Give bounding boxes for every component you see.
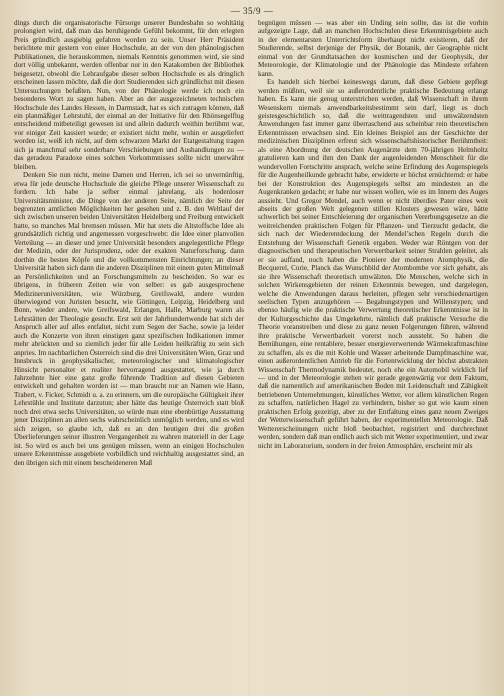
left-column: [14, 19, 244, 467]
right-column: [258, 19, 488, 450]
page-number: — 35/9 —: [230, 6, 274, 16]
paragraph: Denken Sie nun nicht, meine Damen und Herren, ich sei so unvernünftig, etwa für jede deutsche Hochschule die gleiche Pflege unserer Wissenschaft zu fordern. Ich habe ja selber einmal jahrelang, als bodenloser Universitätsminister, die Dinge von der anderen Seite, nämlich der Seite der begrenzten amtlichen Möglichkeiten her gesehen und z. B. den Weltlauf der sich zwischen unseren beiden Universitäten Heidelberg und Freiburg entwickelt hatte, so manches Mal bremsen müssen. Mir hat stets die Altstoffsche Idee als grundsätzlich richtig und angemessen vorgeschwebt: die Idee einer planvollen Verteilung — an dieser und jener Universität besonders angelegentliche Pflege der Medizin, oder der Jurisprudenz, oder der exakten Naturforschung, dann dorthin die besten Köpfe und die vollkommensten Einrichtungen; an dieser Universität haben sich dann die anderen Disziplinen mit einem guten Mittelmaß an Persönlichkeiten und an Forschungsmitteln zu bescheiden. So war es übrigens, in früheren Zeiten wie von selber: es gab ausgesprochene Medizineruniversitäten, wie Würzburg, Greifswald, andere wurden überwiegend von Juristen besucht, wie Göttingen, Leipzig, Heidelberg und Bonn, wieder andere, wie Greifswald, Erlangen, Halle, Marburg waren als Lehrstätten der Theologie gesucht. Erst seit der Jahrhundertwende hat sich der Anspruch aller auf alles entfaltet, nicht zum Segen der Sache, sowie ja leider auch die Konzerte von ihren einstigen ganz spezifischen Indikationen immer mehr abrückten und so ziemlich jeder für alle Leiden heilkräftig zu sein sich anpries. Im nachbarlichen Österreich sind die drei Universitäten Wien, Graz und Innsbruck in geophysikalischer, meteorologischer und klimatologischer Hinsicht personalter et realiter hervorragend ausgestattet, wie ja durch Jahrzehnte hier eine ganz große führende Tradition auf diesen Gebieten entwickelt und gehalten worden ist — man braucht nur an Namen wie Hann, Trabert, v. Ficker, Schmidt u. a. zu erinnern, um die europäische Gültigkeit ihrer Lehrstühle und Institute darzutun; aber hätte das heutige Österreich statt bloß noch drei etwa sechs Universitäten, so würde man eine ebenbürtige Ausstattung jener Disziplinen an allen sechs wahrscheinlich unmöglich werden, und es wird sich zeigen, so glaube ich, daß es an den heutigen drei die großen Überlieferungen seiner illustren Vergangenheit zu wahren materiell in der Lage ist. So wird es auch bei uns genügen müssen, wenn an einigen Hochschulen unsere Erkenntnisse ausgebiete vorbildlich und reichhaltig ausgestattet sind, an den übrigen sich mit einem bescheideneren Maß: [14, 171, 244, 467]
paragraph: dings durch die organisatorische Fürsorge unserer Bundesbahn so wohltätig prolongiert wird, daß man das beruhigende Gefühl bekommt, für den erlegten Preis gründlich ausgiebig gefahren worden zu sein. Unser Herr Präsident berichtete mir gestern von einer Hochschule, an der von den phänologischen Publikationen, die herauskommen, niemals Kenntnis genommen wird, sie sind dort völlig unbekannt, werden offenbar nur in den Katakomben der Bibliothek beigesetzt, obwohl die Lehraufgabe dieser selben Hochschule es als dringlich erscheinen lassen möchte, daß die dort Studierenden sich gründlichst mit diesen Untersuchungen befaßten. Nun, von der Phänologie werde ich noch ein besonderes Wort zu sagen haben. Aber an der ausgezeichneten technischen Hochschule des Landes Hessen, in Darmstadt, hat es sich zutragen können, daß ein planmäßiger Lehrstuhl, der einmal an der Initiative für den Rhönsegelflug entscheidend mitbeteiligt gewesen ist und allein dadurch weithin berühmt war, vor einiger Zeit kassiert wurde; er existiert nicht mehr, wohin er ausgeliefert worden ist, weiß ich nicht, auf dem schwarzen Markt der Etatgestaltung tragen sich ja manchmal sehr sonderbare Verschiebungen und Aushandlungen zu — das geradezu Paradoxe eines solchen Vorkommnisses sollte nicht unerwähnt bleiben.: [14, 19, 244, 171]
paragraph: begnügen müssen — was aber ein Unding sein sollte, das ist die vorhin aufgezeigte Lage, daß an manchen Hochschulen diese Erkenntnisgebiete auch in der elementarsten Unterrichtsform überhaupt nicht existieren, daß der Studierende, selbst derjenige der Physik, der Botanik, der Geographie nicht einmal von der Grundtatsachen der kosmischen und der Geophysik, der Meteorologie, der Klimatologie und der Phänologie das Mindeste erfahren kann.: [258, 19, 488, 78]
column-gutter: [249, 0, 250, 696]
paragraph: Es handelt sich hierbei keineswegs darum, daß diese Gebiete gepflegt werden müßten, weil sie so außerordentliche praktische Bedeutung erlangt haben. Es kann nie genug unterstrichen werden, daß Wissenschaft in ihrem Wesenskern niemals anwendbarkeitsbestimmt sein darf, liegt es doch geistesgeschichtlich so, daß die weittragendsten und umwälzendsten Anwendungen fast immer ganz überraschend aus scheinbar rein theoretischen Erkenntnissen erwachsen sind. Ein kleines Beispiel aus der Geschichte der medizinischen Disziplinen erfreut sich wissenschaftshistorischer Berühmtheit: als eine Abordnung der deutschen Augenärzte dem 70-jährigen Helmholtz gratulieren kam und ihm den Dank der augenleidenden Menschheit für die wundervollen Fortschritte ansprach, welche seine Erfindung des Augenspiegels für die Augenheilkunde gebracht habe, erwiderte er höchst ernüchternd: er habe bei der Konstruktion des Augenspiegels selbst am mindesten an die Augenkranken gedacht; er habe nur wissen wollen, wie es im Innern des Auges aussieht. Und Gregor Mendel, auch wenn er nicht überdies Pater eines weit abseits der großen Welt gelegenen stillen Klosters gewesen wäre, hätte schwerlich bei seiner Entschleierung der organischen Vererbungsgesetze an die weitreichenden praktischen Folgen für Pflanzen- und Tierzucht gedacht, die sich nach der Wiederentdeckung der Mendel’schen Regeln durch die Entstehung der Wissenschaft Genetik ergaben. Weder war Röntgen von der diagnostischen und therapeutischen Verwertbarkeit seiner Strahlen geleitet, als er sie auffand, noch haben die Pioniere der modernen Atomphysik, die Becquerel, Curie, Planck das Wunschbild der Atombombe vor sich gehabt, als sie ihre Wissenschaft theoretisch umwälzten. Die Menschen, welche sich in solchen Wirkensgebieten der reinen Erkenntnis bewegen, und dargelegen, welche die Anwendungen daraus herleiten, pflegen sehr verschiedenartigen seelischen Typen anzugehören — Begabungstypen und Willenstypen; und ebenso häufig wie die praktische Verwertung theoretischer Erkenntnisse ist in der Kulturgeschichte das Umgekehrte, nämlich daß praktische Versuche die Theorie voranstreiben und diese zu ganz neuen Folgerungen führen, während ihre praktische Verwertbarkeit vorerst noch aussteht. So haben die Bemühungen, eine rentablere, besser energieverwertende Wärmekraftmaschine zu schaffen, als es die mit Kohle und Wasser arbeitende Dampfmaschine war, einen außerordentlichen Antrieb für die Fortentwicklung der höchst abstrakten Wissenschaft Thermodynamik bedeutet, noch ehe ein Automobil wirklich lief — und in der Meteorologie stehen wir gerade gegenwärtig vor dem Faktum, daß die namentlich auf amerikanischen Boden mit Leidenschaft und Zähigkeit betriebenen Unternehmungen, künstliches Wetter, vor allem künstlichen Regen zu schaffen, natürlichen Hagel zu verhindern, bisher so gut wie kaum einen praktischen Erfolg gezeitigt, aber zu der Entfaltung eines ganz neuen Zweiges der Wetterwissenschaft geführt haben, der experimentellen Meteorologie. Daß Wettererscheinungen nicht bloß beobachtet, registriert und durchrechnet werden, sondern daß man endlich auch sich mit Wetter experimentiert, und zwar nicht im Laboratorium, sondern in der freien Atmosphäre, erscheint mir als: [258, 78, 488, 450]
